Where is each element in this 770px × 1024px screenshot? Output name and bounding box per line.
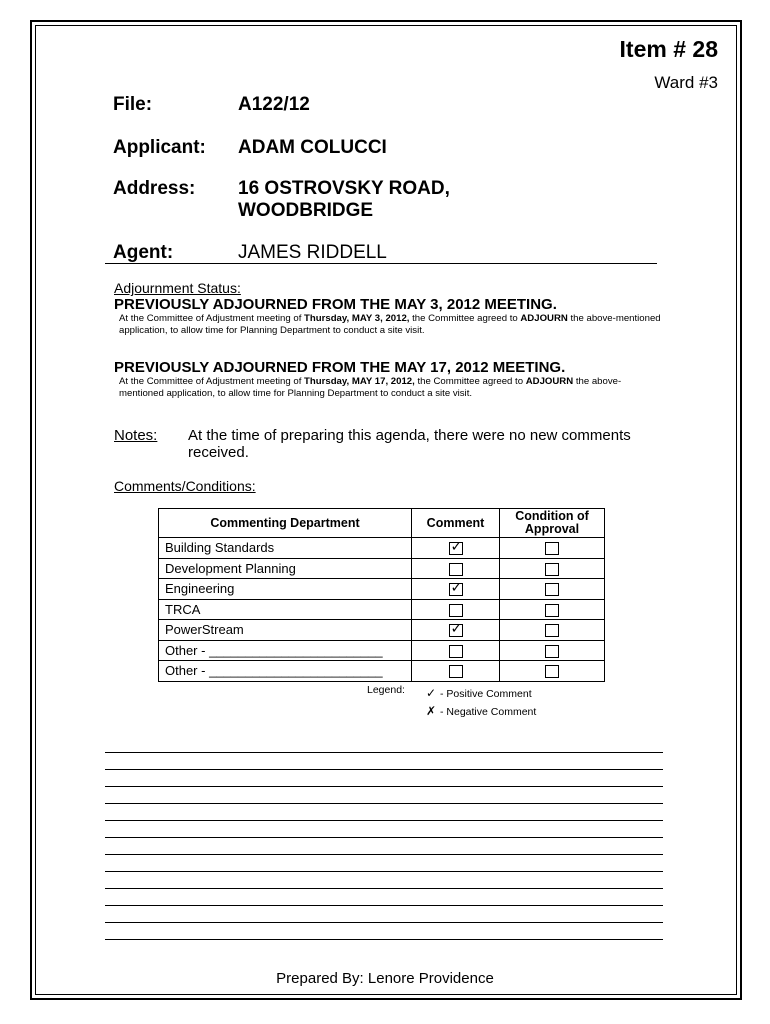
comment-cell [412,558,500,579]
empty-box-icon [449,563,463,576]
department-cell: PowerStream [159,620,412,641]
address-line-1: 16 OSTROVSKY ROAD, [238,178,450,199]
blank-line [105,854,663,855]
department-cell: Development Planning [159,558,412,579]
legend-label: Legend: [367,684,405,696]
adjournment-text-2: At the Committee of Adjustment meeting of Thursday, MAY 17, 2012, the Committee agreed to ADJOURN the above-mentioned application, to allow time for Planning Department to conduct a site visit. [119,376,622,399]
empty-box-icon [449,665,463,678]
legend-positive: ✓ - Positive Comment [426,686,532,700]
department-cell: Engineering [159,579,412,600]
file-value: A122/12 [238,94,310,115]
applicant-label: Applicant: [113,137,206,158]
checked-box-icon [449,624,463,637]
table-row [159,640,605,661]
applicant-value: ADAM COLUCCI [238,137,387,158]
blank-line [105,786,663,787]
notes-text: At the time of preparing this agenda, there were no new comments received. [188,427,631,461]
ward-number: Ward #3 [654,73,718,92]
notes-label: Notes: [114,427,158,444]
blank-line [105,888,663,889]
empty-box-icon [545,645,559,658]
empty-box-icon [545,563,559,576]
column-header-department: Commenting Department [159,509,412,538]
adjournment-heading-2: PREVIOUSLY ADJOURNED FROM THE MAY 17, 2012 MEETING. [114,359,566,376]
column-header-condition: Condition of Approval [500,509,605,538]
condition-cell [500,579,605,600]
checkmark-icon: ✓ [426,686,437,700]
blank-line [105,752,663,753]
table-row [159,579,605,600]
comment-cell [412,661,500,682]
adjournment-status-label: Adjournment Status: [114,280,241,296]
department-cell: Other - ________________________ [159,661,412,682]
item-number: Item # 28 [619,36,718,62]
header-rule [105,263,657,264]
empty-box-icon [449,604,463,617]
checked-box-icon [449,583,463,596]
condition-cell [500,661,605,682]
blank-line [105,939,663,940]
adjournment-heading-1: PREVIOUSLY ADJOURNED FROM THE MAY 3, 2012 MEETING. [114,296,557,313]
department-cell: Building Standards [159,538,412,559]
prepared-by: Prepared By: Lenore Providence [276,970,494,987]
blank-line [105,905,663,906]
comment-cell [412,599,500,620]
blank-line [105,837,663,838]
comments-conditions-label: Comments/Conditions: [114,478,256,494]
column-header-comment: Comment [412,509,500,538]
comment-cell [412,620,500,641]
x-mark-icon: ✗ [426,704,437,718]
empty-box-icon [545,583,559,596]
file-label: File: [113,94,153,115]
blank-line [105,820,663,821]
table-header-row [159,509,605,538]
legend-negative: ✗ - Negative Comment [426,704,537,718]
agent-value: JAMES RIDDELL [238,242,387,263]
comment-cell [412,538,500,559]
checked-box-icon [449,542,463,555]
agent-label: Agent: [113,242,174,263]
comment-cell [412,579,500,600]
comment-cell [412,640,500,661]
table-row [159,599,605,620]
table-row [159,620,605,641]
address-label: Address: [113,178,196,199]
empty-box-icon [449,645,463,658]
blank-line [105,871,663,872]
department-cell: Other - ________________________ [159,640,412,661]
blank-line [105,922,663,923]
blank-line [105,769,663,770]
empty-box-icon [545,604,559,617]
empty-box-icon [545,542,559,555]
empty-box-icon [545,665,559,678]
condition-cell [500,620,605,641]
comments-table [158,508,605,682]
address-line-2: WOODBRIDGE [238,200,374,221]
table-row [159,661,605,682]
table-row [159,558,605,579]
condition-cell [500,640,605,661]
condition-cell [500,558,605,579]
blank-line [105,803,663,804]
condition-cell [500,538,605,559]
table-row [159,538,605,559]
condition-cell [500,599,605,620]
empty-box-icon [545,624,559,637]
adjournment-text-1: At the Committee of Adjustment meeting of Thursday, MAY 3, 2012, the Committee agreed to ADJOURN the above-mentioned application, to allow time for Planning Department to conduct a site visit. [119,313,661,336]
department-cell: TRCA [159,599,412,620]
